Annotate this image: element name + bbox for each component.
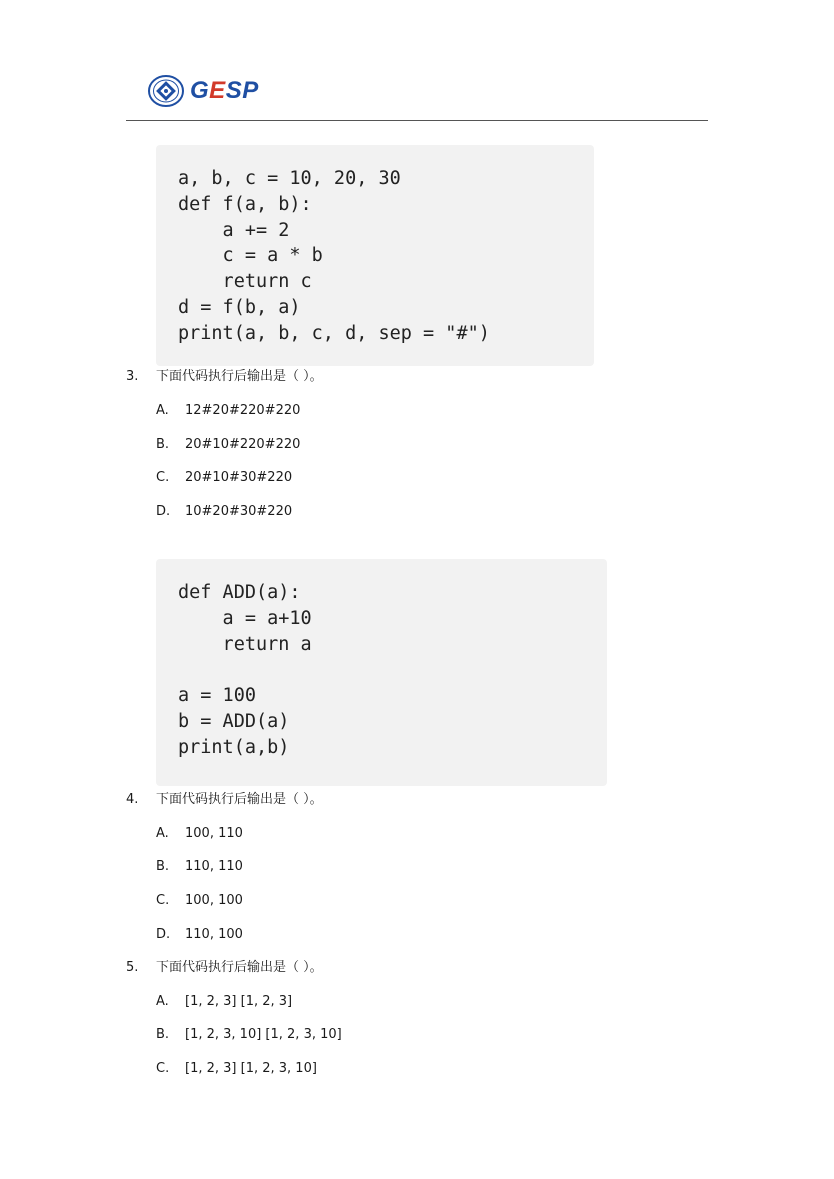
code-line: b = ADD(a) — [178, 710, 290, 732]
option-letter: C. — [156, 470, 170, 485]
option-c[interactable] — [156, 469, 292, 487]
code-line: return a — [178, 633, 312, 655]
option-letter: D. — [156, 504, 171, 519]
option-letter: B. — [156, 859, 170, 874]
gesp-seal-icon — [148, 75, 184, 107]
option-text: 100, 110 — [185, 826, 243, 841]
question-5 — [126, 959, 323, 977]
question-text: 下面代码执行后输出是（ ）。 — [156, 960, 323, 975]
option-a[interactable] — [156, 402, 300, 420]
option-text: 20#10#30#220 — [185, 470, 293, 485]
option-letter: B. — [156, 1027, 170, 1042]
code-block — [156, 145, 594, 366]
option-d[interactable] — [156, 926, 243, 944]
question-number: 5. — [126, 960, 139, 975]
option-d[interactable] — [156, 503, 292, 521]
option-letter: C. — [156, 893, 170, 908]
question-text: 下面代码执行后输出是（ ）。 — [156, 792, 323, 807]
code-line: print(a, b, c, d, sep = "#") — [178, 322, 490, 344]
question-3 — [126, 368, 323, 386]
option-b[interactable] — [156, 1026, 342, 1044]
code-line — [178, 657, 607, 683]
header-divider — [126, 120, 708, 121]
option-a[interactable] — [156, 825, 243, 843]
question-4 — [126, 791, 323, 809]
option-b[interactable] — [156, 858, 243, 876]
code-line: a += 2 — [178, 219, 290, 241]
code-block — [156, 559, 607, 786]
option-text: 12#20#220#220 — [185, 403, 301, 418]
option-letter: D. — [156, 927, 171, 942]
code-line: a = 100 — [178, 685, 256, 707]
question-number: 4. — [126, 792, 139, 807]
gesp-logo-text: GESP — [190, 77, 259, 104]
option-text: 110, 110 — [185, 859, 243, 874]
question-text: 下面代码执行后输出是（ ）。 — [156, 369, 323, 384]
option-letter: C. — [156, 1061, 170, 1076]
option-a[interactable] — [156, 993, 292, 1011]
option-b[interactable] — [156, 436, 300, 454]
option-text: 110, 100 — [185, 927, 243, 942]
option-text: [1, 2, 3] [1, 2, 3, 10] — [185, 1061, 317, 1076]
code-line: a = a+10 — [178, 607, 312, 629]
option-letter: A. — [156, 826, 169, 841]
code-line: print(a,b) — [178, 736, 290, 758]
option-text: [1, 2, 3, 10] [1, 2, 3, 10] — [185, 1027, 342, 1042]
option-c[interactable] — [156, 1060, 317, 1078]
question-number: 3. — [126, 369, 139, 384]
option-letter: A. — [156, 403, 169, 418]
code-line: def f(a, b): — [178, 193, 312, 215]
option-letter: A. — [156, 994, 169, 1009]
option-text: 100, 100 — [185, 893, 243, 908]
code-line: a, b, c = 10, 20, 30 — [178, 168, 401, 189]
code-line: d = f(b, a) — [178, 296, 301, 318]
code-line: c = a * b — [178, 245, 323, 267]
option-text: 10#20#30#220 — [185, 504, 293, 519]
option-text: 20#10#220#220 — [185, 437, 301, 452]
option-text: [1, 2, 3] [1, 2, 3] — [185, 994, 293, 1009]
page-header — [148, 74, 259, 108]
code-line: def ADD(a): — [178, 582, 301, 603]
option-letter: B. — [156, 437, 170, 452]
code-line: return c — [178, 271, 312, 293]
option-c[interactable] — [156, 892, 243, 910]
